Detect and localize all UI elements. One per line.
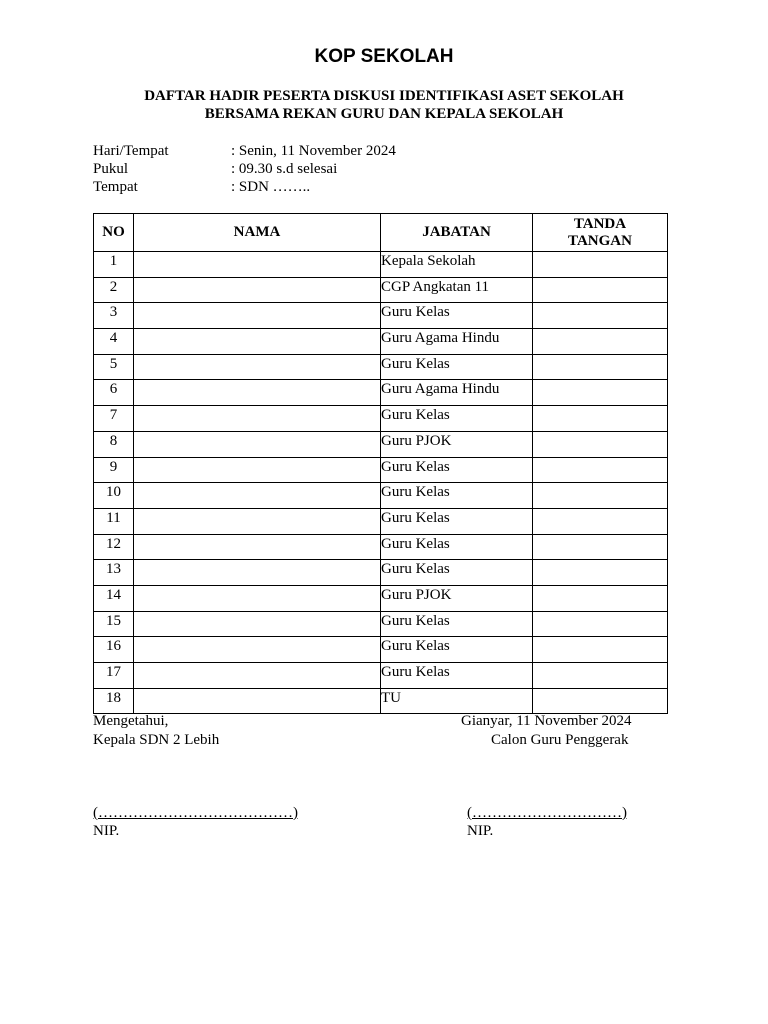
table-row xyxy=(94,329,668,355)
cell-no: 18 xyxy=(94,688,134,714)
cell-jabatan: Guru Kelas xyxy=(381,483,533,509)
cell-tanda-tangan xyxy=(533,534,668,560)
letterhead-title: KOP SEKOLAH xyxy=(314,46,454,67)
cell-nama xyxy=(134,277,381,303)
cell-tanda-tangan xyxy=(533,663,668,689)
cell-jabatan: Guru Kelas xyxy=(381,508,533,534)
sig-left-acknowledged: Mengetahui, xyxy=(93,713,169,729)
table-row xyxy=(94,406,668,432)
cell-tanda-tangan xyxy=(533,483,668,509)
cell-nama xyxy=(134,688,381,714)
cell-tanda-tangan xyxy=(533,637,668,663)
cell-no: 7 xyxy=(94,406,134,432)
cell-nama xyxy=(134,637,381,663)
cell-nama xyxy=(134,585,381,611)
header-tanda-tangan xyxy=(533,214,668,252)
info-label: Tempat xyxy=(93,179,138,195)
cell-jabatan: CGP Angkatan 11 xyxy=(381,277,533,303)
cell-no: 1 xyxy=(94,252,134,278)
cell-tanda-tangan xyxy=(533,252,668,278)
table-row xyxy=(94,431,668,457)
cell-tanda-tangan xyxy=(533,688,668,714)
info-value: : SDN …….. xyxy=(231,179,311,195)
info-label: Hari/Tempat xyxy=(93,143,169,159)
cell-no: 17 xyxy=(94,663,134,689)
cell-no: 4 xyxy=(94,329,134,355)
table-row xyxy=(94,688,668,714)
sig-right-place-date: Gianyar, 11 November 2024 xyxy=(461,713,632,729)
cell-tanda-tangan xyxy=(533,277,668,303)
cell-no: 3 xyxy=(94,303,134,329)
table-row xyxy=(94,483,668,509)
sig-left-name-blank: (…………………………………) xyxy=(93,805,298,821)
document-title-line-1: DAFTAR HADIR PESERTA DISKUSI IDENTIFIKASI ASET SEKOLAH xyxy=(144,88,624,104)
table-row xyxy=(94,303,668,329)
sig-left-role: Kepala SDN 2 Lebih xyxy=(93,732,220,748)
cell-nama xyxy=(134,483,381,509)
table-row xyxy=(94,354,668,380)
info-label: Pukul xyxy=(93,161,129,177)
cell-jabatan: Guru Kelas xyxy=(381,354,533,380)
cell-jabatan: Guru Kelas xyxy=(381,637,533,663)
table-row xyxy=(94,663,668,689)
table-row xyxy=(94,508,668,534)
cell-no: 11 xyxy=(94,508,134,534)
header-ttd-line-1: TANDA xyxy=(573,215,627,232)
cell-jabatan: Guru Kelas xyxy=(381,663,533,689)
table-row xyxy=(94,534,668,560)
cell-nama xyxy=(134,431,381,457)
cell-tanda-tangan xyxy=(533,560,668,586)
cell-tanda-tangan xyxy=(533,457,668,483)
cell-tanda-tangan xyxy=(533,585,668,611)
cell-jabatan: Guru Kelas xyxy=(381,560,533,586)
cell-nama xyxy=(134,329,381,355)
sig-left-nip: NIP. xyxy=(93,823,120,839)
cell-tanda-tangan xyxy=(533,611,668,637)
table-row xyxy=(94,457,668,483)
cell-jabatan: Kepala Sekolah xyxy=(381,252,533,278)
cell-jabatan: Guru Agama Hindu xyxy=(381,329,533,355)
cell-no: 15 xyxy=(94,611,134,637)
cell-jabatan: Guru Kelas xyxy=(381,303,533,329)
table-header-row xyxy=(94,214,668,252)
table-row xyxy=(94,611,668,637)
cell-jabatan: Guru Kelas xyxy=(381,611,533,637)
table-row xyxy=(94,277,668,303)
cell-tanda-tangan xyxy=(533,508,668,534)
cell-no: 10 xyxy=(94,483,134,509)
cell-nama xyxy=(134,611,381,637)
header-jabatan: JABATAN xyxy=(381,214,533,252)
cell-nama xyxy=(134,252,381,278)
cell-jabatan: Guru Kelas xyxy=(381,457,533,483)
table-row xyxy=(94,252,668,278)
cell-jabatan: Guru PJOK xyxy=(381,431,533,457)
cell-nama xyxy=(134,457,381,483)
cell-jabatan: Guru PJOK xyxy=(381,585,533,611)
sig-right-nip: NIP. xyxy=(467,823,494,839)
cell-no: 8 xyxy=(94,431,134,457)
header-nama: NAMA xyxy=(134,214,381,252)
table-row xyxy=(94,560,668,586)
cell-nama xyxy=(134,303,381,329)
header-ttd-line-2: TANGAN xyxy=(568,232,632,249)
cell-nama xyxy=(134,508,381,534)
info-value: : Senin, 11 November 2024 xyxy=(231,143,396,159)
cell-tanda-tangan xyxy=(533,303,668,329)
cell-no: 5 xyxy=(94,354,134,380)
sig-right-role: Calon Guru Penggerak xyxy=(491,732,629,748)
cell-nama xyxy=(134,406,381,432)
table-row xyxy=(94,585,668,611)
cell-tanda-tangan xyxy=(533,431,668,457)
document-title-line-2: BERSAMA REKAN GURU DAN KEPALA SEKOLAH xyxy=(204,106,564,122)
cell-no: 14 xyxy=(94,585,134,611)
sig-right-name-blank: (…………………………) xyxy=(467,805,627,821)
cell-jabatan: Guru Agama Hindu xyxy=(381,380,533,406)
cell-no: 13 xyxy=(94,560,134,586)
cell-nama xyxy=(134,560,381,586)
cell-nama xyxy=(134,663,381,689)
cell-nama xyxy=(134,534,381,560)
attendance-table xyxy=(93,213,668,714)
cell-no: 2 xyxy=(94,277,134,303)
cell-no: 9 xyxy=(94,457,134,483)
cell-no: 16 xyxy=(94,637,134,663)
cell-tanda-tangan xyxy=(533,329,668,355)
cell-jabatan: TU xyxy=(381,688,533,714)
cell-nama xyxy=(134,354,381,380)
cell-nama xyxy=(134,380,381,406)
cell-jabatan: Guru Kelas xyxy=(381,406,533,432)
cell-no: 6 xyxy=(94,380,134,406)
cell-tanda-tangan xyxy=(533,354,668,380)
table-row xyxy=(94,380,668,406)
cell-tanda-tangan xyxy=(533,380,668,406)
table-row xyxy=(94,637,668,663)
cell-jabatan: Guru Kelas xyxy=(381,534,533,560)
info-value: : 09.30 s.d selesai xyxy=(231,161,338,177)
cell-no: 12 xyxy=(94,534,134,560)
header-no: NO xyxy=(94,214,134,252)
cell-tanda-tangan xyxy=(533,406,668,432)
